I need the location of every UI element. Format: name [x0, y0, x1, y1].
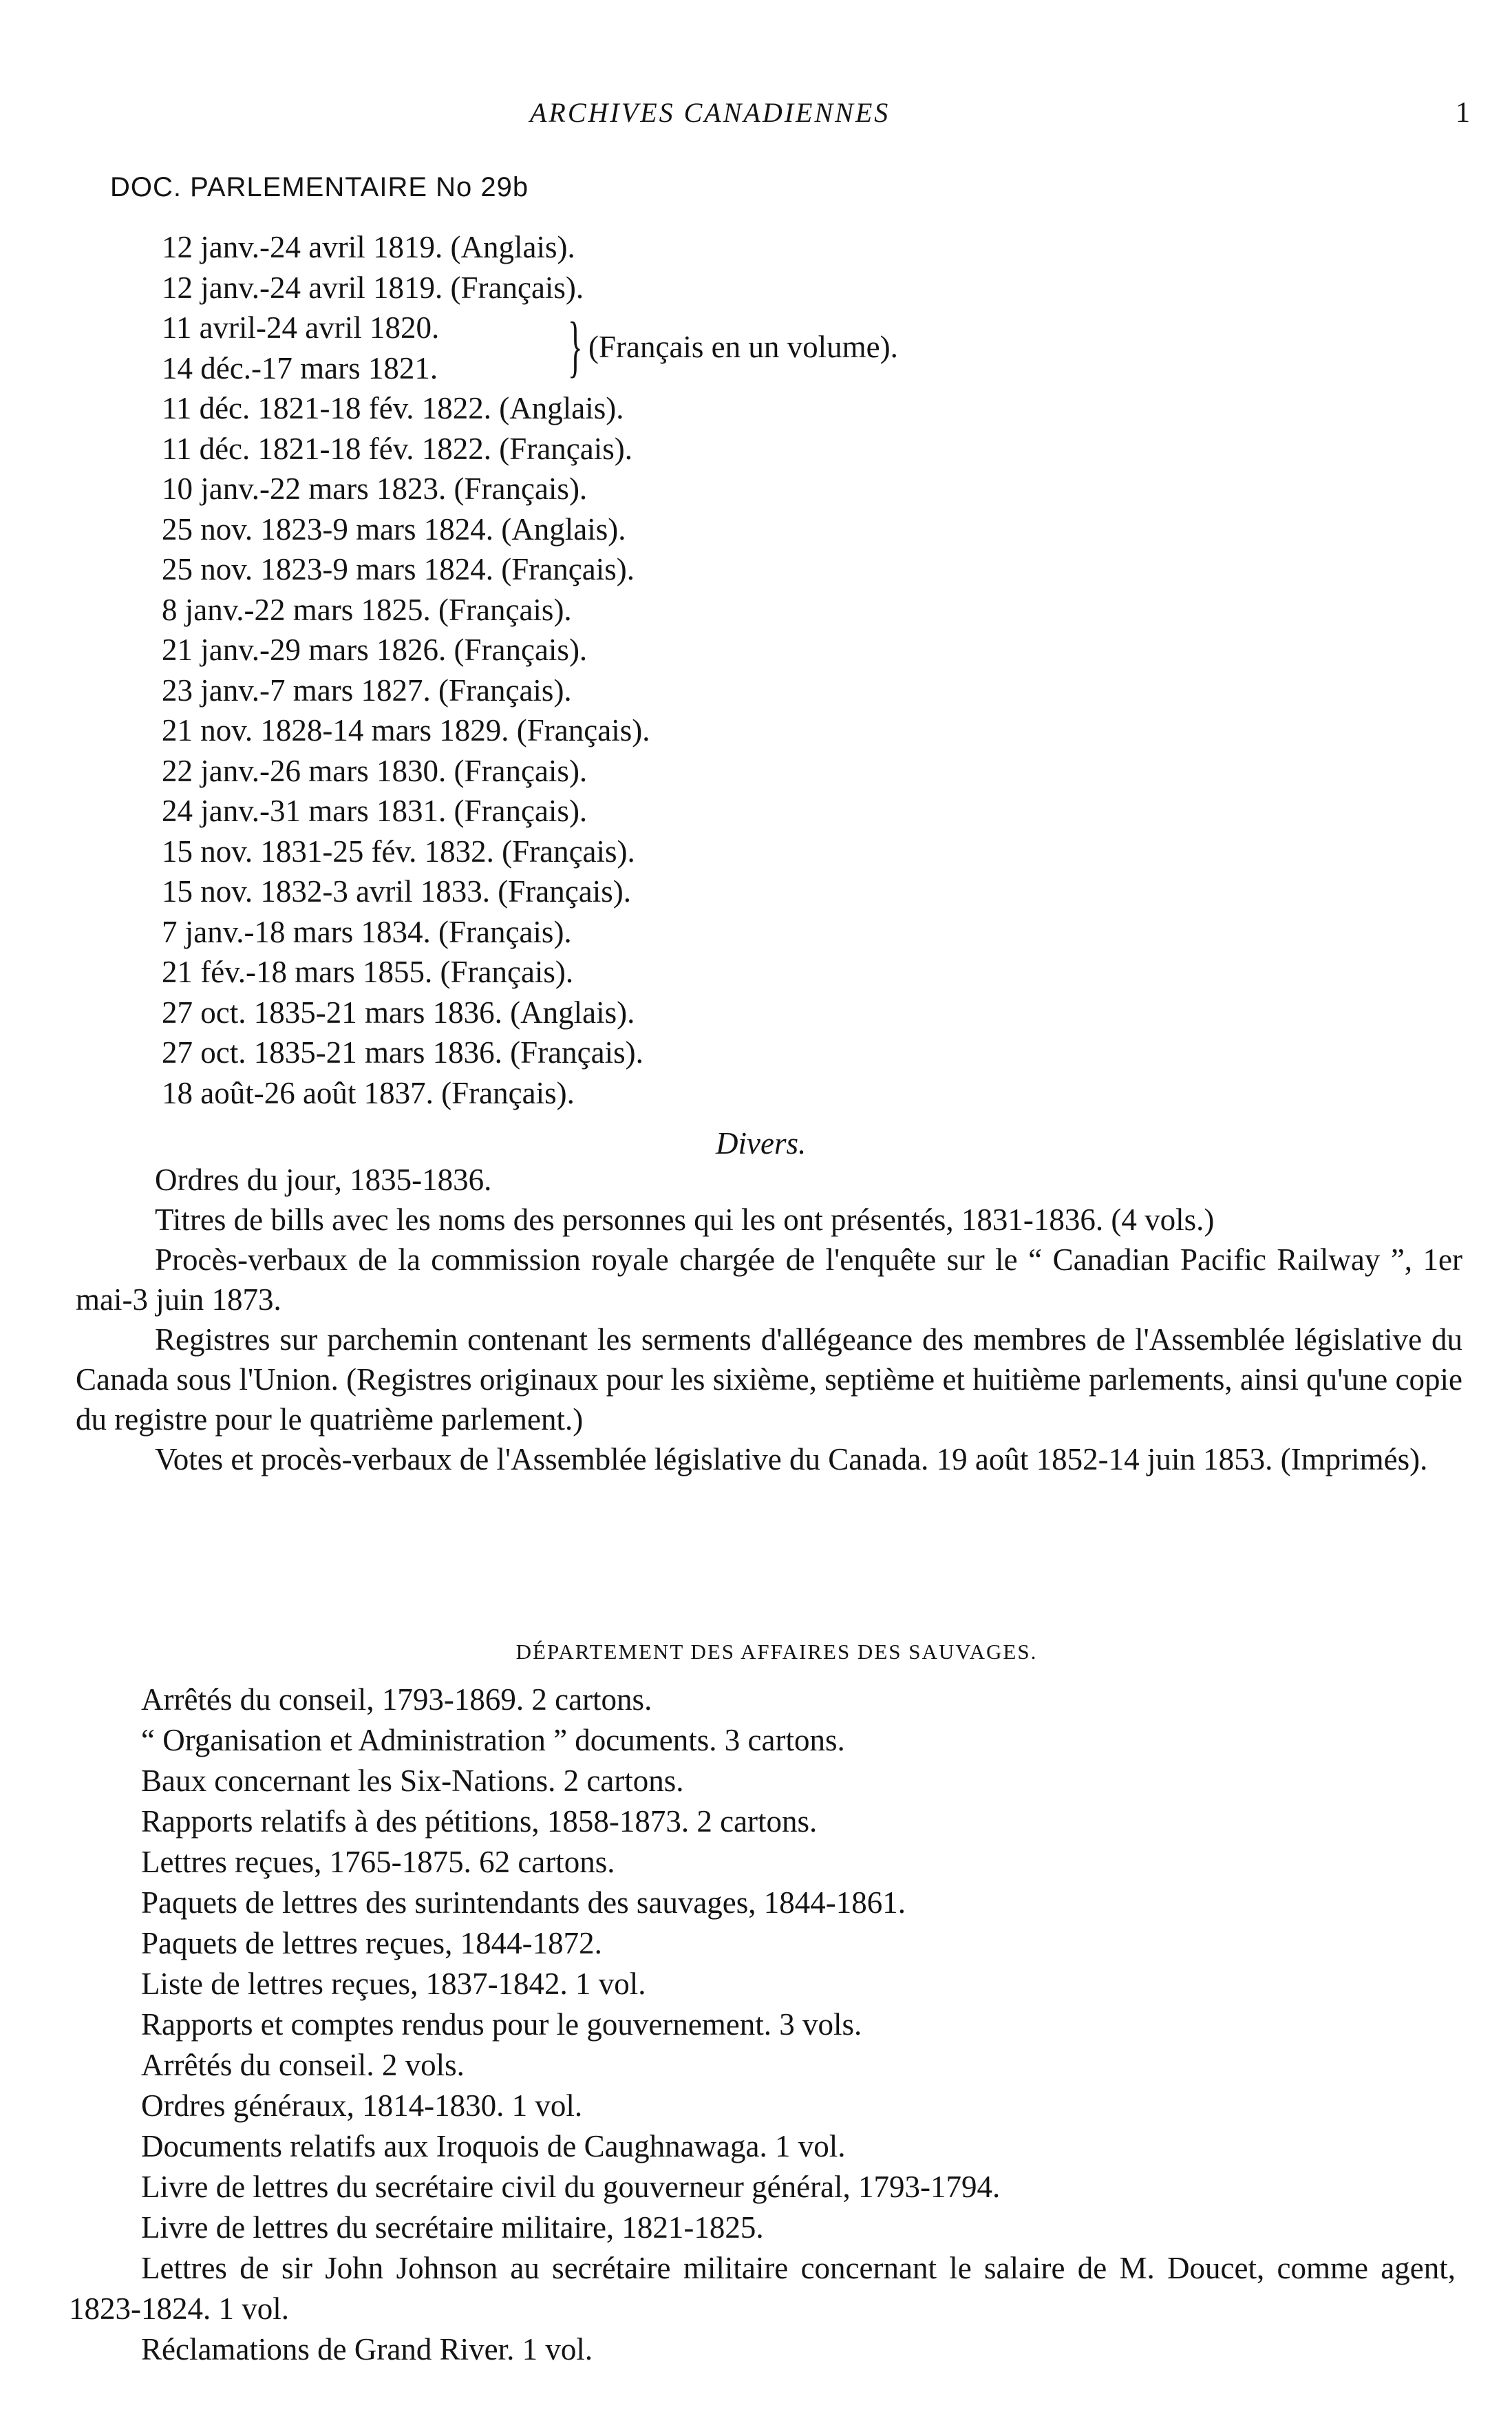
running-header-title: ARCHIVES CANADIENNES	[530, 97, 891, 128]
session-line: 21 fév.-18 mars 1855. (Français).	[162, 955, 574, 989]
list-item: Rapports relatifs à des pétitions, 1858-1873. 2 cartons.	[141, 1804, 818, 1839]
session-line: 25 nov. 1823-9 mars 1824. (Français).	[162, 552, 635, 586]
session-line: 25 nov. 1823-9 mars 1824. (Anglais).	[162, 511, 626, 547]
session-line: 15 nov. 1832-3 avril 1833. (Français).	[162, 874, 631, 909]
right-brace-icon: }	[568, 308, 583, 384]
list-item: Procès-verbaux de la commission royale chargée de l'enquête sur le “ Canadian Pacific Railway ”, 1er mai-3 juin 1873.	[76, 1242, 1462, 1317]
session-line: 11 déc. 1821-18 fév. 1822. (Anglais).	[162, 391, 624, 425]
list-item: Titres de bills avec les noms des personnes qui les ont présentés, 1831-1836. (4 vols.)	[155, 1203, 1215, 1237]
document-label: DOC. PARLEMENTAIRE No 29b	[110, 172, 529, 202]
session-line: 27 oct. 1835-21 mars 1836. (Anglais).	[162, 995, 635, 1030]
session-line: 12 janv.-24 avril 1819. (Anglais).	[162, 230, 575, 264]
session-line: 21 janv.-29 mars 1826. (Français).	[162, 633, 588, 667]
list-item: Arrêtés du conseil. 2 vols.	[141, 2048, 465, 2082]
list-item: Registres sur parchemin contenant les serments d'allégeance des membres de l'Assemblée législative du Canada sous l'Union. (Registres originaux pour les sixième, septième et huitième parlements, ainsi qu'une copie du registre pour le quatrième parlement.)	[76, 1322, 1462, 1437]
session-line: 23 janv.-7 mars 1827. (Français).	[162, 672, 572, 708]
session-group-combined	[162, 308, 898, 388]
session-line: 7 janv.-18 mars 1834. (Français).	[162, 914, 572, 949]
list-item: Baux concernant les Six-Nations. 2 cartons.	[141, 1764, 684, 1798]
list-item: Paquets de lettres des surintendants des sauvages, 1844-1861.	[141, 1885, 906, 1920]
page-number: 1	[1456, 97, 1470, 129]
list-item: Livre de lettres du secrétaire civil du gouverneur général, 1793-1794.	[141, 2170, 1001, 2204]
list-item: Arrêtés du conseil, 1793-1869. 2 cartons.	[141, 1682, 652, 1717]
session-line: 11 déc. 1821-18 fév. 1822. (Français).	[162, 431, 632, 466]
list-item: “ Organisation et Administration ” documents. 3 cartons.	[141, 1723, 845, 1757]
session-line: 21 nov. 1828-14 mars 1829. (Français).	[162, 713, 650, 748]
list-item: Votes et procès-verbaux de l'Assemblée législative du Canada. 19 août 1852-14 juin 1853. (Imprimés).	[155, 1442, 1428, 1476]
list-item: Réclamations de Grand River. 1 vol.	[141, 2332, 593, 2366]
department-records-list	[69, 1680, 1456, 2370]
list-item: Livre de lettres du secrétaire militaire, 1821-1825.	[141, 2210, 764, 2245]
section-heading-department: DÉPARTEMENT DES AFFAIRES DES SAUVAGES.	[515, 1640, 1038, 1664]
list-item: Ordres généraux, 1814-1830. 1 vol.	[141, 2088, 583, 2123]
session-line: 22 janv.-26 mars 1830. (Français).	[162, 753, 588, 788]
session-line: 18 août-26 août 1837. (Français).	[162, 1075, 575, 1110]
list-item: Paquets de lettres reçues, 1844-1872.	[141, 1926, 602, 1960]
session-line: 14 déc.-17 mars 1821.	[162, 350, 438, 385]
session-group-note: (Français en un volume).	[588, 330, 898, 364]
list-item: Ordres du jour, 1835-1836.	[155, 1163, 492, 1197]
list-item: Documents relatifs aux Iroquois de Caughnawaga. 1 vol.	[141, 2129, 846, 2163]
list-item: Lettres reçues, 1765-1875. 62 cartons.	[141, 1845, 615, 1879]
session-line: 24 janv.-31 mars 1831. (Français).	[162, 794, 588, 828]
session-line: 11 avril-24 avril 1820.	[162, 310, 440, 345]
list-item: Liste de lettres reçues, 1837-1842. 1 vol.	[141, 1967, 646, 2001]
session-line: 27 oct. 1835-21 mars 1836. (Français).	[162, 1035, 643, 1070]
section-heading-divers: Divers.	[716, 1126, 807, 1161]
session-line: 10 janv.-22 mars 1823. (Français).	[162, 472, 588, 506]
session-line: 15 nov. 1831-25 fév. 1832. (Français).	[162, 834, 635, 869]
list-item: Rapports et comptes rendus pour le gouvernement. 3 vols.	[141, 2007, 862, 2042]
session-line: 8 janv.-22 mars 1825. (Français).	[162, 592, 572, 627]
divers-list	[76, 1160, 1462, 1479]
list-item: Lettres de sir John Johnson au secrétaire militaire concernant le salaire de M. Doucet, comme agent, 1823-1824. 1 vol.	[69, 2251, 1456, 2326]
session-line: 12 janv.-24 avril 1819. (Français).	[162, 270, 584, 305]
session-list	[162, 227, 898, 1113]
